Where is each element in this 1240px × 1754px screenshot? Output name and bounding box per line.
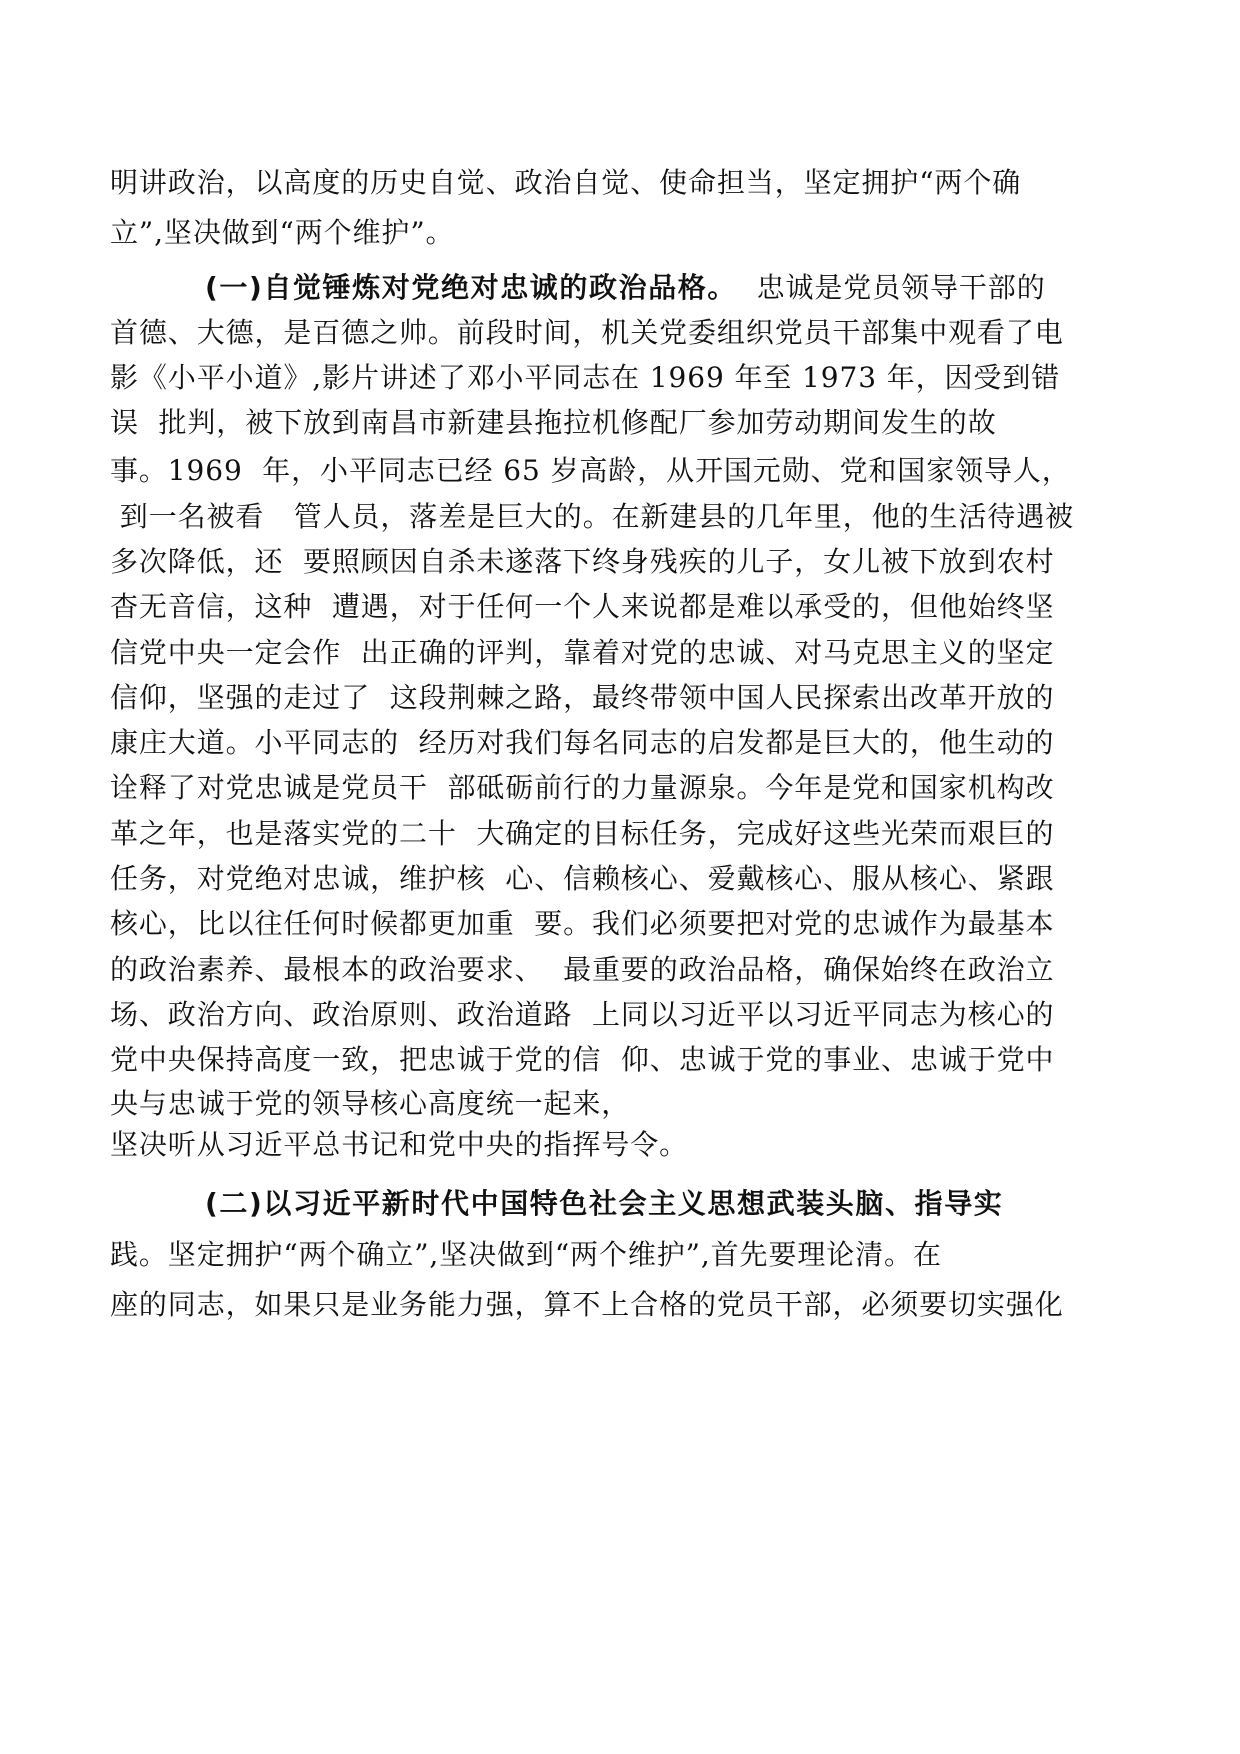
section-1-line: 信党中央一定会作 出正确的评判，靠着对党的忠诚、对马克思主义的坚定 xyxy=(110,636,1055,669)
section-1-line: 场、政治方向、政治原则、政治道路 上同以习近平以习近平同志为核心的 xyxy=(110,998,1055,1031)
section-1-line: 诠释了对党忠诚是党员干 部砥砺前行的力量源泉。今年是党和国家机构改 xyxy=(110,771,1055,804)
section-1-line: 到一名被看 管人员，落差是巨大的。在新建县的几年里，他的生活待遇被 xyxy=(110,500,1075,533)
section-1-line: 误 批判，被下放到南昌市新建县拖拉机修配厂参加劳动期间发生的故 xyxy=(110,406,997,439)
intro-line-2: 立”,坚决做到“两个维护”。 xyxy=(110,216,455,249)
section-1-line: 的政治素养、最根本的政治要求、 最重要的政治品格，确保始终在政治立 xyxy=(110,953,1055,986)
section-1-first-line-text: 忠诚是党员领导干部的 xyxy=(737,271,1046,304)
section-1-first-line xyxy=(205,268,1140,308)
section-1-line: 杳无音信，这种 遭遇，对于任何一个人来说都是难以承受的，但他始终坚 xyxy=(110,590,1055,623)
section-1-line: 党中央保持高度一致，把忠诚于党的信 仰、忠诚于党的事业、忠诚于党中 xyxy=(110,1043,1055,1076)
section-1-line: 核心，比以往任何时候都更加重 要。我们必须要把对党的忠诚作为最基本 xyxy=(110,907,1055,940)
section-2-heading: (二)以习近平新时代中国特色社会主义思想武装头脑、指导实 xyxy=(205,1187,1004,1220)
section-1-line: 事。1969 年，小平同志已经 65 岁高龄，从开国元勋、党和国家领导人， xyxy=(110,454,1071,487)
section-2-line: 座的同志，如果只是业务能力强，算不上合格的党员干部，必须要切实强化 xyxy=(110,1288,1064,1321)
section-1-line: 革之年，也是落实党的二十 大确定的目标任务，完成好这些光荣而艰巨的 xyxy=(110,817,1055,850)
section-1-line: 任务，对党绝对忠诚，维护核 心、信赖核心、爱戴核心、服从核心、紧跟 xyxy=(110,862,1055,895)
section-1-heading: (一)自觉锤炼对党绝对忠诚的政治品格。 xyxy=(205,271,737,304)
section-1-line: 影《小平小道》,影片讲述了邓小平同志在 1969 年至 1973 年，因受到错 xyxy=(110,361,1061,394)
intro-line-1: 明讲政治，以高度的历史自觉、政治自觉、使命担当，坚定拥护“两个确 xyxy=(110,166,1022,199)
section-1-line: 多次降低，还 要照顾因自杀未遂落下终身残疾的儿子，女儿被下放到农村 xyxy=(110,545,1055,578)
section-1-line: 坚决听从习近平总书记和党中央的指挥号令。 xyxy=(110,1128,689,1161)
section-1-line: 首德、大德，是百德之帅。前段时间，机关党委组织党员干部集中观看了电 xyxy=(110,316,1064,349)
section-1-line: 康庄大道。小平同志的 经历对我们每名同志的启发都是巨大的，他生动的 xyxy=(110,726,1055,759)
section-1-line: 信仰，坚强的走过了 这段荆棘之路，最终带领中国人民探索出改革开放的 xyxy=(110,681,1055,714)
section-2-line: 践。坚定拥护“两个确立”,坚决做到“两个维护”,首先要理论清。在 xyxy=(110,1238,942,1271)
section-1-line: 央与忠诚于党的领导核心高度统一起来， xyxy=(110,1087,631,1120)
